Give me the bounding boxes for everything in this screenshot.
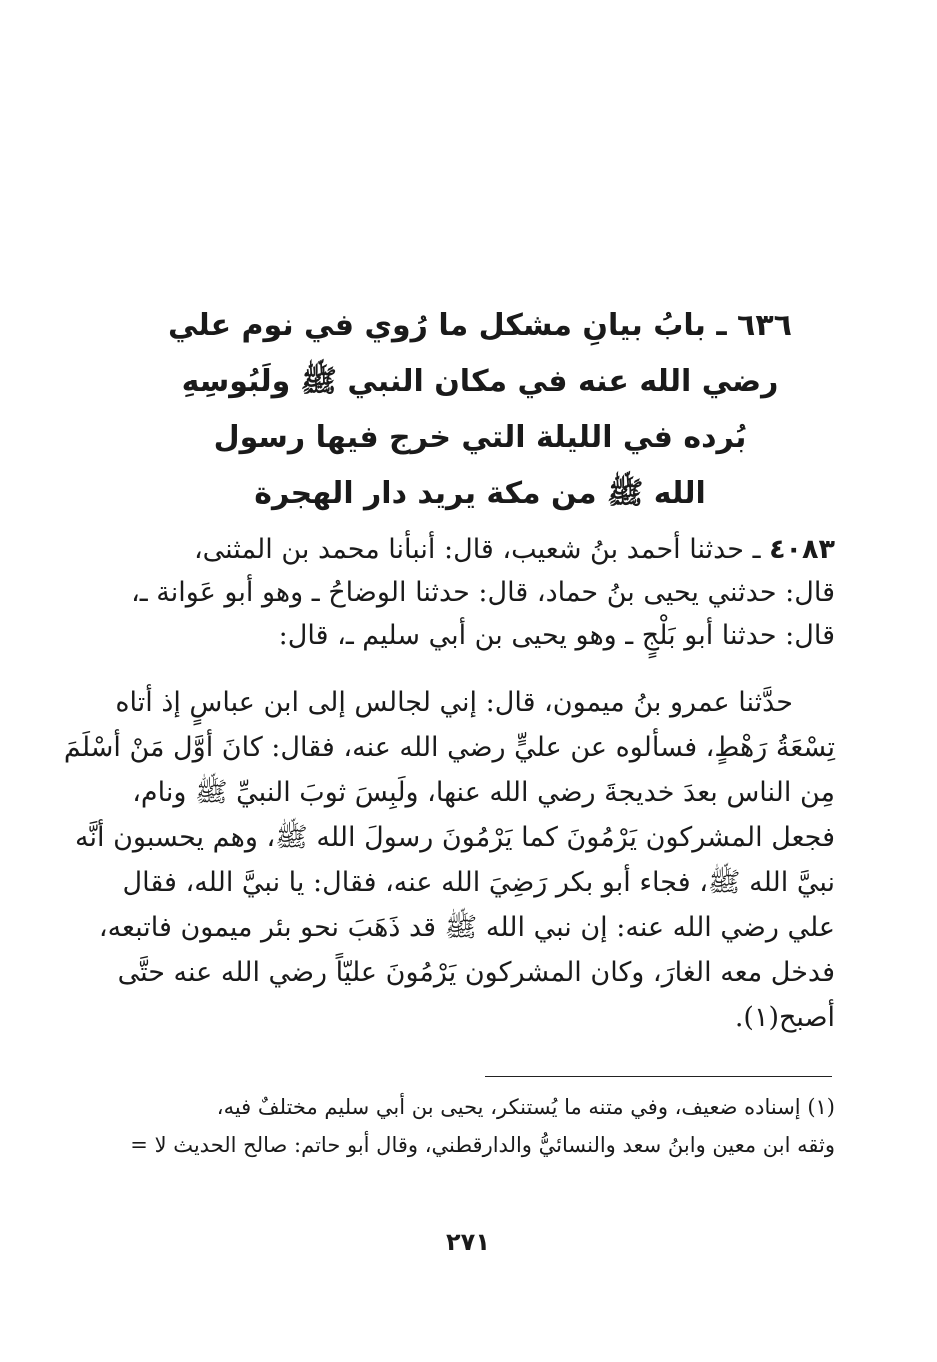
isnad-line: قال: حدثني يحيى بنُ حماد، قال: حدثنا الوضاحُ ـ وهو أبو عَوانة ـ، xyxy=(131,577,835,608)
footnote-line: (١) إسناده ضعيف، وفي متنه ما يُستنكر، يحيى بن أبي سليم مختلفٌ فيه، xyxy=(216,1095,835,1119)
matn-line: مِن الناس بعدَ خديجةَ رضي الله عنها، ولَبِسَ ثوبَ النبيِّ ﷺ ونام، xyxy=(132,777,835,808)
matn-line: فدخل معه الغارَ، وكان المشركون يَرْمُونَ عليّاً رضي الله عنه حتَّى xyxy=(117,957,835,988)
hadith-number: ٤٠٨٣ xyxy=(769,534,835,565)
chapter-heading-line: الله ﷺ من مكة يريد دار الهجرة xyxy=(254,476,706,511)
footnote-separator xyxy=(485,1076,832,1077)
isnad-line: قال: حدثنا أبو بَلْجٍ ـ وهو يحيى بن أبي سليم ـ، قال: xyxy=(278,620,835,651)
hadith-isnad xyxy=(130,528,835,657)
isnad-line xyxy=(130,528,835,571)
hadith-text xyxy=(63,680,835,1040)
matn-line: نبيَّ الله ﷺ، فجاء أبو بكر رَضِيَ الله عنه، فقال: يا نبيَّ الله، فقال xyxy=(122,867,835,898)
matn-line: فجعل المشركون يَرْمُونَ كما يَرْمُونَ رسولَ الله ﷺ، وهم يحسبون أنَّه xyxy=(75,822,835,853)
matn-line: تِسْعَةُ رَهْطٍ، فسألوه عن عليٍّ رضي الله عنه، فقال: كانَ أوَّل مَنْ أسْلَمَ xyxy=(63,732,835,763)
chapter-heading xyxy=(130,298,830,522)
chapter-heading-line: ٦٣٦ ـ بابُ بيانِ مشكل ما رُوي في نوم علي xyxy=(168,308,792,343)
isnad-line-text: ـ حدثنا أحمد بنُ شعيب، قال: أنبأنا محمد بن المثنى، xyxy=(193,534,761,565)
footnote-line: وثقه ابن معين وابنُ سعد والنسائيُّ والدارقطني، وقال أبو حاتم: صالح الحديث لا = xyxy=(130,1133,835,1157)
page-number: ٢٧١ xyxy=(446,1228,490,1256)
chapter-heading-line: رضي الله عنه في مكان النبي ﷺ ولَبُوسِهِ xyxy=(181,364,779,399)
matn-line: أصبح(١). xyxy=(734,1002,835,1033)
matn-line: حدَّثنا عمرو بنُ ميمون، قال: إني لجالس إلى ابن عباسٍ إذ أتاه xyxy=(115,687,793,718)
matn-line: علي رضي الله عنه: إن نبي الله ﷺ قد ذَهَبَ نحو بئر ميمون فاتبعه، xyxy=(98,912,835,943)
footnote xyxy=(110,1088,835,1164)
chapter-heading-line: بُرده في الليلة التي خرج فيها رسول xyxy=(213,420,747,455)
